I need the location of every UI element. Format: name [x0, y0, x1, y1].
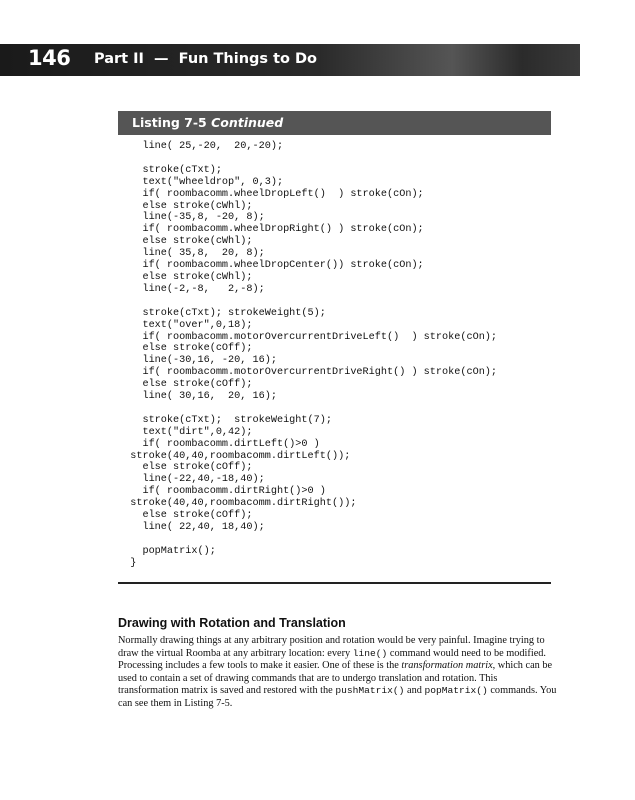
page-number: 146 [28, 46, 71, 70]
code-line: line(-35,8, -20, 8); [118, 212, 265, 224]
code-line: else stroke(cOff); [118, 343, 253, 355]
code-line: else stroke(cOff); [118, 510, 253, 522]
code-line: if( roombacomm.motorOvercurrentDriveLeft() ) stroke(cOn); [118, 331, 498, 343]
code-line: else stroke(cOff); [118, 379, 253, 391]
inline-code-line: line() [352, 647, 388, 659]
code-line: text("wheeldrop", 0,3); [118, 176, 284, 188]
code-line: line( 35,8, 20, 8); [118, 248, 265, 260]
code-line: stroke(cTxt); strokeWeight(5); [118, 307, 326, 319]
code-line: if( roombacomm.dirtLeft()>0 ) [118, 438, 320, 450]
code-line: line( 30,16, 20, 16); [118, 391, 277, 403]
code-line: line(-30,16, -20, 16); [118, 355, 277, 367]
code-line: if( roombacomm.dirtRight()>0 ) [118, 486, 326, 498]
listing-divider [118, 582, 551, 584]
code-line: else stroke(cWhl); [118, 200, 253, 212]
listing-title-suffix: Continued [211, 115, 284, 130]
code-line: } [118, 557, 137, 569]
code-listing [118, 141, 551, 570]
code-line: line(-2,-8, 2,-8); [118, 283, 265, 295]
code-line: stroke(40,40,roombacomm.dirtLeft()); [118, 450, 351, 462]
code-line: else stroke(cWhl); [118, 236, 253, 248]
code-line: text("over",0,18); [118, 319, 253, 331]
page-header [0, 44, 580, 76]
code-line: else stroke(cOff); [118, 462, 253, 474]
inline-code-pushmatrix: pushMatrix() [335, 685, 405, 697]
code-line: if( roombacomm.wheelDropRight() ) stroke(cOn); [118, 224, 424, 236]
code-line: text("dirt",0,42); [118, 426, 253, 438]
code-line: if( roombacomm.wheelDropCenter()) stroke(cOn); [118, 260, 424, 272]
code-line: stroke(40,40,roombacomm.dirtRight()); [118, 498, 357, 510]
code-line: stroke(cTxt); strokeWeight(7); [118, 414, 332, 426]
part-title: Part II — Fun Things to Do [94, 51, 318, 67]
code-line: line(-22,40,-18,40); [118, 474, 265, 486]
code-line: if( roombacomm.wheelDropLeft() ) stroke(cOn); [118, 188, 424, 200]
code-line: else stroke(cWhl); [118, 271, 253, 283]
inline-code-popmatrix: popMatrix() [424, 685, 488, 697]
section-heading: Drawing with Rotation and Translation [118, 616, 346, 630]
code-line: popMatrix(); [118, 545, 216, 557]
listing-title-bar [118, 111, 551, 135]
code-line: stroke(cTxt); [118, 164, 222, 176]
code-line: line( 25,-20, 20,-20); [118, 141, 284, 152]
emphasis-transformation-matrix: transformation matrix [401, 660, 493, 672]
code-line: line( 22,40, 18,40); [118, 522, 265, 533]
code-line: if( roombacomm.motorOvercurrentDriveRight() ) stroke(cOn); [118, 367, 498, 379]
body-paragraph: Normally drawing things at any arbitrary position and rotation would be very painful. Imagine trying to draw the virtual Roomba at any arbitrary location: every line() command would need to be modified. Processing includes a few tools to make it easier. One of these is the transformation matrix, which can be used to contain a set of drawing commands that are to undergo translation and rotation. This transformation matrix is saved and restored with the pushMatrix() and popMatrix() commands. You can see them in Listing 7-5. [118, 635, 557, 709]
listing-title: Listing 7-5 Continued [132, 115, 284, 130]
